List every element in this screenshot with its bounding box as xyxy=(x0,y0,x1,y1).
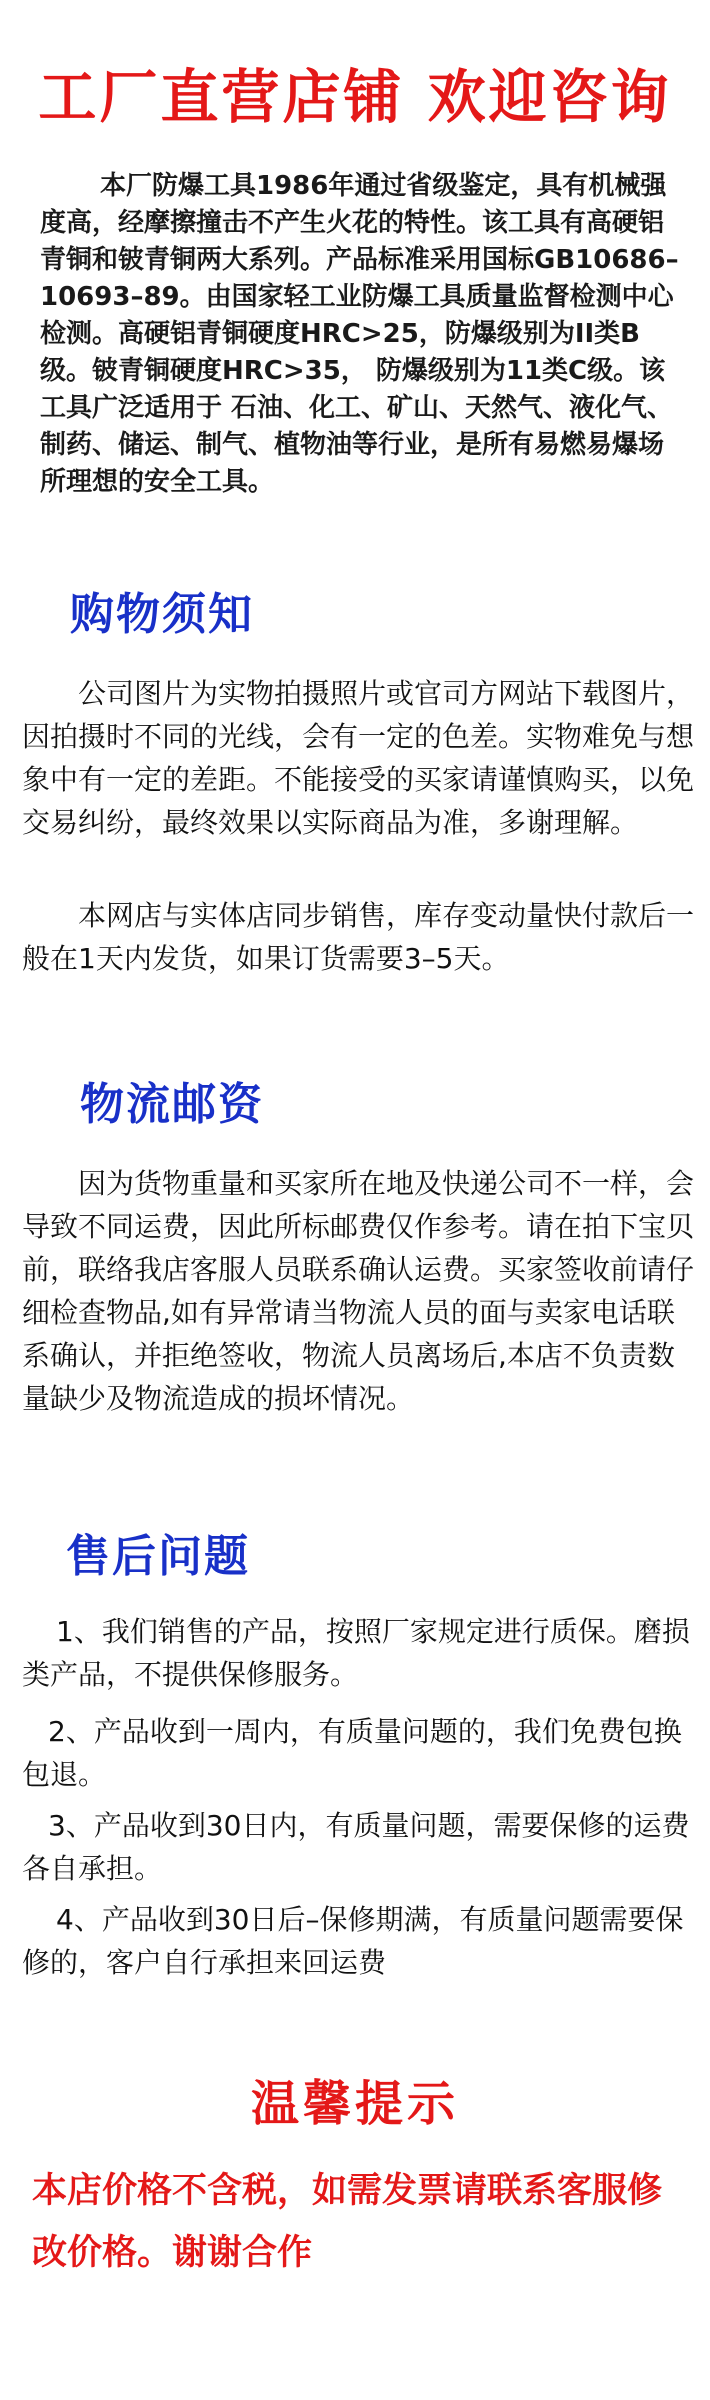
intro-paragraph xyxy=(40,168,680,501)
after-sales-item-3-text: 3、产品收到30日内，有质量问题，需要保修的运费各自承担。 xyxy=(22,1809,690,1885)
intro-text: 本厂防爆工具1986年通过省级鉴定，具有机械强度高，经摩擦撞击不产生火花的特性。该工具有高硬铝青铜和铍青铜两大系列。产品标准采用国标GB10686–10693–89。由国家轻工业防爆工具质量监督检测中心检测。高硬铝青铜硬度HRC>25，防爆级别为II类B级。铍青铜硬度HRC>35， 防爆级别为11类C级。该工具广泛适用于 石油、化工、矿山、天然气、液化气、制药、储运、制气、植物油等行业，是所有易燃易爆场所理想的安全工具。 xyxy=(40,171,679,497)
after-sales-item-4 xyxy=(22,1898,694,1984)
warm-tips-text: 本店价格不含税，如需发票请联系客服修改价格。谢谢合作 xyxy=(32,2171,663,2273)
shopping-notice-heading: 购物须知 xyxy=(70,589,254,640)
warm-tips-heading: 温馨提示 xyxy=(250,2076,459,2132)
after-sales-item-3 xyxy=(22,1804,694,1890)
page-title: 工厂直营店铺 欢迎咨询 xyxy=(38,63,672,131)
after-sales-item-4-text: 4、产品收到30日后–保修期满，有质量问题需要保修的，客户自行承担来回运费 xyxy=(22,1903,684,1979)
after-sales-item-2-text: 2、产品收到一周内，有质量问题的，我们免费包换 包退。 xyxy=(22,1715,682,1791)
after-sales-item-2 xyxy=(22,1710,694,1796)
after-sales-item-1 xyxy=(22,1610,694,1696)
shopping-notice-text-2: 本网店与实体店同步销售，库存变动量快付款后一般在1天内发货，如果订货需要3–5天。 xyxy=(22,899,695,975)
shopping-notice-paragraph-1 xyxy=(22,672,694,844)
shopping-notice-paragraph-2 xyxy=(22,894,694,980)
logistics-text: 因为货物重量和买家所在地及快递公司不一样，会导致不同运费，因此所标邮费仅作参考。请在拍下宝贝前，联络我店客服人员联系确认运费。买家签收前请仔细检查物品,如有异常请当物流人员的面与卖家电话联系确认，并拒绝签收，物流人员离场后,本店不负责数量缺少及物流造成的损坏情况。 xyxy=(22,1167,695,1415)
shopping-notice-text-1: 公司图片为实物拍摄照片或官司方网站下载图片，因拍摄时不同的光线，会有一定的色差。实物难免与想象中有一定的差距。不能接受的买家请谨慎购买，以免交易纠纷，最终效果以实际商品为准，多谢理解。 xyxy=(22,677,695,839)
after-sales-heading: 售后问题 xyxy=(66,1531,250,1582)
logistics-paragraph xyxy=(22,1162,694,1420)
after-sales-item-1-text: 1、我们销售的产品，按照厂家规定进行质保。磨损类产品，不提供保修服务。 xyxy=(22,1615,690,1691)
logistics-heading: 物流邮资 xyxy=(80,1079,264,1130)
